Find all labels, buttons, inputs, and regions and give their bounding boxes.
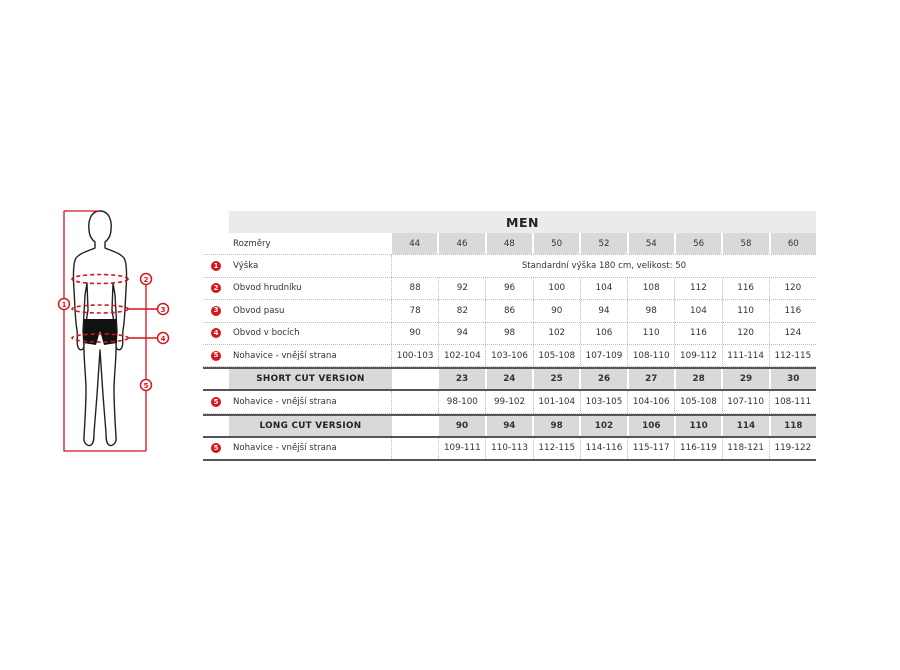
table-cell: 118-121 — [723, 438, 770, 459]
size-header-cell: 44 — [392, 233, 439, 254]
table-cell: 106 — [581, 323, 628, 344]
table-cell: 109-111 — [439, 438, 486, 459]
table-cell: 104 — [675, 300, 722, 321]
table-row-chest — [203, 278, 816, 300]
table-cell: 116 — [784, 305, 802, 316]
table-cell: 102-104 — [439, 345, 486, 366]
table-cell: 102 — [534, 323, 581, 344]
size-header-cell: 27 — [629, 369, 676, 389]
size-header-cell: 58 — [723, 233, 770, 254]
table-cell: 119-122 — [774, 443, 812, 454]
table-cell: 116 — [675, 323, 722, 344]
size-header-cell: 29 — [723, 369, 770, 389]
table-cell: 100-103 — [392, 345, 439, 366]
marker-5-icon — [141, 380, 152, 391]
table-cell: 124 — [784, 328, 802, 339]
table-cell: 112-115 — [774, 350, 812, 361]
table-cell: 105-108 — [675, 391, 722, 412]
number-4-icon: 4 — [211, 328, 221, 338]
long-cut-title: LONG CUT VERSION — [229, 416, 392, 436]
size-header-cell: 60 — [771, 233, 816, 254]
table-cell: 98-100 — [439, 391, 486, 412]
size-header-cell: 106 — [629, 416, 676, 436]
marker-4-icon — [158, 333, 169, 344]
svg-text:1: 1 — [61, 301, 67, 309]
table-cell: 112-115 — [534, 438, 581, 459]
size-header-cell: 98 — [534, 416, 581, 436]
table-cell: 90 — [534, 300, 581, 321]
table-cell: 100 — [534, 278, 581, 299]
short-cut-title: SHORT CUT VERSION — [229, 369, 392, 389]
size-header-cell: 50 — [534, 233, 581, 254]
size-chart-table — [203, 211, 816, 461]
long-cut-header-row — [203, 414, 816, 438]
size-header-cell: 28 — [676, 369, 723, 389]
table-cell: 104 — [581, 278, 628, 299]
table-cell: 96 — [486, 278, 533, 299]
table-cell: 94 — [439, 323, 486, 344]
row-label: Nohavice - vnější strana — [229, 391, 392, 412]
table-cell: 114-116 — [581, 438, 628, 459]
table-cell: 111-114 — [723, 345, 770, 366]
svg-text:3: 3 — [160, 306, 166, 314]
table-row-long-inseam — [203, 438, 816, 461]
size-header-cell: 46 — [439, 233, 486, 254]
size-header-cell: 26 — [581, 369, 628, 389]
row-label: Obvod hrudníku — [229, 278, 392, 299]
row-label: Obvod v bocích — [229, 323, 392, 344]
size-header-cells — [392, 233, 816, 254]
table-cell: 110 — [628, 323, 675, 344]
table-cell: 99-102 — [486, 391, 533, 412]
size-header-cell: 90 — [439, 416, 486, 436]
table-title-row — [229, 211, 816, 233]
row-label: Výška — [229, 255, 392, 276]
table-row-height — [203, 255, 816, 277]
table-row-inseam — [203, 345, 816, 367]
table-cell: 110 — [723, 300, 770, 321]
marker-2-icon — [141, 274, 152, 285]
table-cell: 108-111 — [774, 397, 812, 408]
svg-text:5: 5 — [143, 382, 149, 390]
size-header-cell: 52 — [581, 233, 628, 254]
number-5-icon: 5 — [211, 443, 221, 453]
size-header-cell: 24 — [487, 369, 534, 389]
table-title: MEN — [506, 214, 539, 230]
size-header-cell: 23 — [439, 369, 486, 389]
size-header-row — [203, 233, 816, 255]
table-cell: 104-106 — [628, 391, 675, 412]
table-cell: 103-106 — [486, 345, 533, 366]
table-cell: 94 — [581, 300, 628, 321]
row-label: Obvod pasu — [229, 300, 392, 321]
table-cell: 120 — [784, 283, 802, 294]
row-label: Nohavice - vnější strana — [229, 345, 392, 366]
size-header-cell: 56 — [676, 233, 723, 254]
table-row-waist — [203, 300, 816, 322]
number-5-icon: 5 — [211, 397, 221, 407]
svg-text:2: 2 — [143, 276, 149, 284]
size-header-cell: 114 — [723, 416, 770, 436]
size-header-cell: 110 — [676, 416, 723, 436]
table-cell: 107-109 — [581, 345, 628, 366]
number-3-icon: 3 — [211, 306, 221, 316]
body-measurement-figure — [55, 205, 175, 455]
row-label: Nohavice - vnější strana — [229, 438, 392, 459]
table-cell: 90 — [392, 323, 439, 344]
table-cell: 108-110 — [628, 345, 675, 366]
number-2-icon: 2 — [211, 283, 221, 293]
table-cell: 78 — [392, 300, 439, 321]
table-cell: 107-110 — [723, 391, 770, 412]
size-header-cell: 30 — [771, 369, 816, 389]
table-cell: 88 — [392, 278, 439, 299]
size-header-cell: 102 — [581, 416, 628, 436]
header-label: Rozměry — [233, 238, 271, 249]
table-cell: 98 — [486, 323, 533, 344]
table-cell: 116-119 — [675, 438, 722, 459]
table-cell: 105-108 — [534, 345, 581, 366]
table-cell: 108 — [628, 278, 675, 299]
table-row-hips — [203, 323, 816, 345]
size-header-cell: 94 — [487, 416, 534, 436]
size-header-cell: 118 — [771, 416, 816, 436]
number-1-icon: 1 — [211, 261, 221, 271]
size-header-cell: 48 — [487, 233, 534, 254]
table-cell: 110-113 — [486, 438, 533, 459]
table-cell: 101-104 — [534, 391, 581, 412]
marker-3-icon — [158, 304, 169, 315]
size-header-cell: 54 — [629, 233, 676, 254]
height-note: Standardní výška 180 cm, velikost: 50 — [521, 261, 687, 272]
svg-text:4: 4 — [160, 335, 166, 343]
table-cell: 92 — [439, 278, 486, 299]
size-header-cell: 25 — [534, 369, 581, 389]
table-cell: 82 — [439, 300, 486, 321]
short-cut-header-row — [203, 367, 816, 391]
table-cell: 109-112 — [675, 345, 722, 366]
table-cell: 103-105 — [581, 391, 628, 412]
table-cell: 116 — [723, 278, 770, 299]
marker-1-icon — [59, 299, 70, 310]
table-cell: 112 — [675, 278, 722, 299]
table-cell: 98 — [628, 300, 675, 321]
table-cell: 86 — [486, 300, 533, 321]
table-row-short-inseam — [203, 391, 816, 413]
table-cell: 120 — [723, 323, 770, 344]
table-cell: 115-117 — [628, 438, 675, 459]
number-5-icon: 5 — [211, 351, 221, 361]
